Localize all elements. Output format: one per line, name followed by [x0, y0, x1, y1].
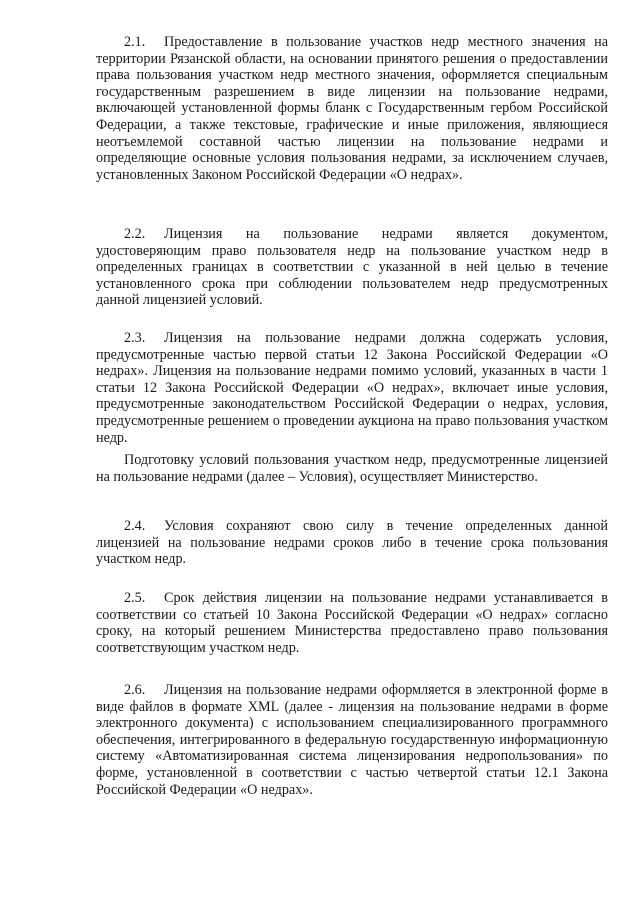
section-2-4: [96, 518, 608, 568]
section-number: 2.3.: [124, 330, 146, 346]
section-2-1: [96, 34, 608, 183]
section-number: 2.1.: [124, 34, 146, 50]
section-text: Предоставление в пользование участков недр местного значения на территории Рязанской области, на основании принятого решения о предоставлении права пользования участком недр местного значения, оформляется специальным государственным разрешением в виде лицензии на пользование недрами, включающей установленной формы бланк с Государственным гербом Российской Федерации, а также текстовые, графические и иные приложения, являющиеся неотъемлемой составной частью лицензии на пользование недрами и определяющие основные условия пользования недрами, за исключением случаев, установленных Законом Российской Федерации «О недрах».: [96, 34, 608, 183]
section-2-5: [96, 590, 608, 656]
section-number: 2.6.: [124, 682, 146, 698]
section-text: Лицензия на пользование недрами оформляется в электронной форме в виде файлов в формате XML (далее - лицензия на пользование недрами в форме электронного документа) с использованием специализированного программного обеспечения, интегрированного в федеральную государственную информационную систему «Автоматизированная система лицензирования недропользования» по форме, установленной в соответствии с частью четвертой статьи 12.1 Закона Российской Федерации «О недрах».: [96, 682, 608, 798]
section-number: 2.4.: [124, 518, 146, 534]
section-number: 2.5.: [124, 590, 146, 606]
section-text: Условия сохраняют свою силу в течение определенных данной лицензией на пользование недрами сроков либо в течение срока пользования участком недр.: [96, 518, 608, 568]
section-2-3: [96, 330, 608, 446]
section-text: Подготовку условий пользования участком недр, предусмотренные лицензией на пользование недрами (далее – Условия), осуществляет Министерство.: [96, 452, 608, 485]
section-text: Лицензия на пользование недрами является документом, удостоверяющим право пользователя недр на пользование участком недр в определенных границах в соответствии с указанной в ней целью в течение установленного срока при соблюдении пользователем недр предусмотренных данной лицензией условий.: [96, 226, 608, 309]
section-2-6: [96, 682, 608, 798]
section-2-3-continuation: [96, 452, 608, 485]
section-2-2: [96, 226, 608, 309]
section-number: 2.2.: [124, 226, 146, 242]
section-text: Лицензия на пользование недрами должна содержать условия, предусмотренные частью первой статьи 12 Закона Российской Федерации «О недрах». Лицензия на пользование недрами помимо условий, указанных в части 1 статьи 12 Закона Российской Федерации «О недрах», включает иные условия, предусмотренные законодательством Российской Федерации о недрах, условия, предусмотренные решением о проведении аукциона на право пользования участком недр.: [96, 330, 608, 446]
section-text: Срок действия лицензии на пользование недрами устанавливается в соответствии со статьей 10 Закона Российской Федерации «О недрах» согласно сроку, на который решением Министерства предоставлено право пользования соответствующим участком недр.: [96, 590, 608, 656]
